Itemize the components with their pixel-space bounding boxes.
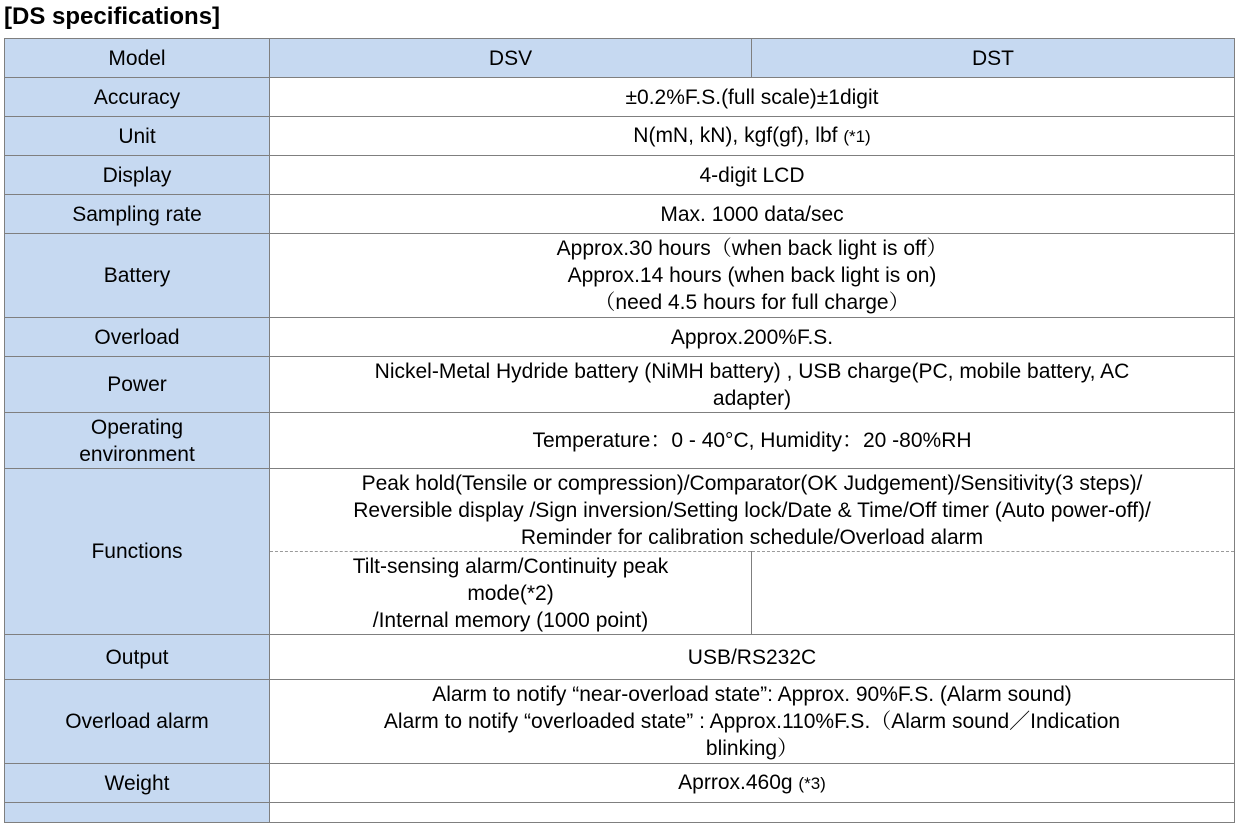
unit-value-cell: [270, 117, 1235, 156]
output-row: [5, 635, 1235, 680]
overload-alarm-value-cell: [270, 680, 1235, 764]
battery-label: Battery: [5, 234, 270, 318]
functions-dsv-cell: [270, 552, 752, 635]
accuracy-value: ±0.2%F.S.(full scale)±1digit: [270, 78, 1235, 117]
accuracy-label: Accuracy: [5, 78, 270, 117]
power-line-1: Nickel-Metal Hydride battery (NiMH battery) , USB charge(PC, mobile battery, AC: [374, 359, 1130, 383]
next-row-partial: [5, 803, 1235, 823]
unit-label: Unit: [5, 117, 270, 156]
environment-label-cell: [5, 413, 270, 469]
functions-label: Functions: [5, 469, 270, 635]
spec-table: [4, 38, 1235, 823]
battery-line-1: Approx.30 hours（when back light is off）: [556, 237, 948, 260]
environment-label-line-1: Operating: [90, 415, 184, 439]
battery-row: [5, 234, 1235, 318]
unit-footnote: (*1): [843, 127, 871, 146]
functions-row-common: [5, 469, 1235, 552]
overload-label: Overload: [5, 318, 270, 357]
functions-common-line-2: Reversible display /Sign inversion/Setting lock/Date & Time/Off timer (Auto power-off)/: [353, 498, 1151, 522]
weight-label: Weight: [5, 764, 270, 803]
accuracy-row: [5, 78, 1235, 117]
weight-row: [5, 764, 1235, 803]
model-header-cell: Model: [5, 39, 270, 78]
battery-value-cell: [270, 234, 1235, 318]
power-line-2: adapter): [712, 386, 792, 410]
output-value: USB/RS232C: [270, 635, 1235, 680]
overload-alarm-line-1: Alarm to notify “near-overload state”: Approx. 90%F.S. (Alarm sound): [432, 683, 1072, 706]
overload-alarm-row: [5, 680, 1235, 764]
power-label: Power: [5, 357, 270, 413]
functions-dsv-line-1: Tilt-sensing alarm/Continuity peak: [352, 554, 669, 578]
sampling-row: [5, 195, 1235, 234]
weight-footnote: (*3): [798, 774, 826, 793]
output-label: Output: [5, 635, 270, 680]
functions-dsv-line-2: mode(*2): [467, 581, 554, 605]
sampling-value: Max. 1000 data/sec: [270, 195, 1235, 234]
display-label: Display: [5, 156, 270, 195]
functions-common-line-1: Peak hold(Tensile or compression)/Comparator(OK Judgement)/Sensitivity(3 steps)/: [361, 471, 1143, 495]
functions-dsv-line-3: /Internal memory (1000 point): [372, 608, 649, 632]
functions-common-cell: [270, 469, 1235, 552]
environment-value: Temperature：0 - 40°C, Humidity：20 -80%RH: [270, 413, 1235, 469]
weight-value-cell: [270, 764, 1235, 803]
dsv-header-cell: DSV: [270, 39, 752, 78]
power-value-cell: [270, 357, 1235, 413]
page-title: [DS specifications]: [4, 3, 221, 30]
environment-label-line-2: environment: [79, 442, 195, 466]
display-row: [5, 156, 1235, 195]
battery-line-3: （need 4.5 hours for full charge）: [594, 291, 910, 314]
next-row-label-partial: [5, 803, 270, 823]
next-row-value-partial: [270, 803, 1235, 823]
power-row: [5, 357, 1235, 413]
overload-alarm-line-2: Alarm to notify “overloaded state” : Approx.110%F.S.（Alarm sound／Indication: [383, 710, 1121, 733]
unit-row: [5, 117, 1235, 156]
sampling-label: Sampling rate: [5, 195, 270, 234]
overload-value: Approx.200%F.S.: [270, 318, 1235, 357]
overload-alarm-label: Overload alarm: [5, 680, 270, 764]
functions-dst-cell: [752, 552, 1235, 635]
battery-line-2: Approx.14 hours (when back light is on): [567, 264, 937, 287]
weight-value: Aprrox.460g: [678, 771, 793, 794]
header-row: [5, 39, 1235, 78]
overload-row: [5, 318, 1235, 357]
environment-row: [5, 413, 1235, 469]
display-value: 4-digit LCD: [270, 156, 1235, 195]
functions-common-line-3: Reminder for calibration schedule/Overload alarm: [520, 525, 984, 549]
dst-header-cell: DST: [752, 39, 1235, 78]
overload-alarm-line-3: blinking）: [705, 737, 799, 760]
unit-value: N(mN, kN), kgf(gf), lbf: [633, 124, 838, 147]
